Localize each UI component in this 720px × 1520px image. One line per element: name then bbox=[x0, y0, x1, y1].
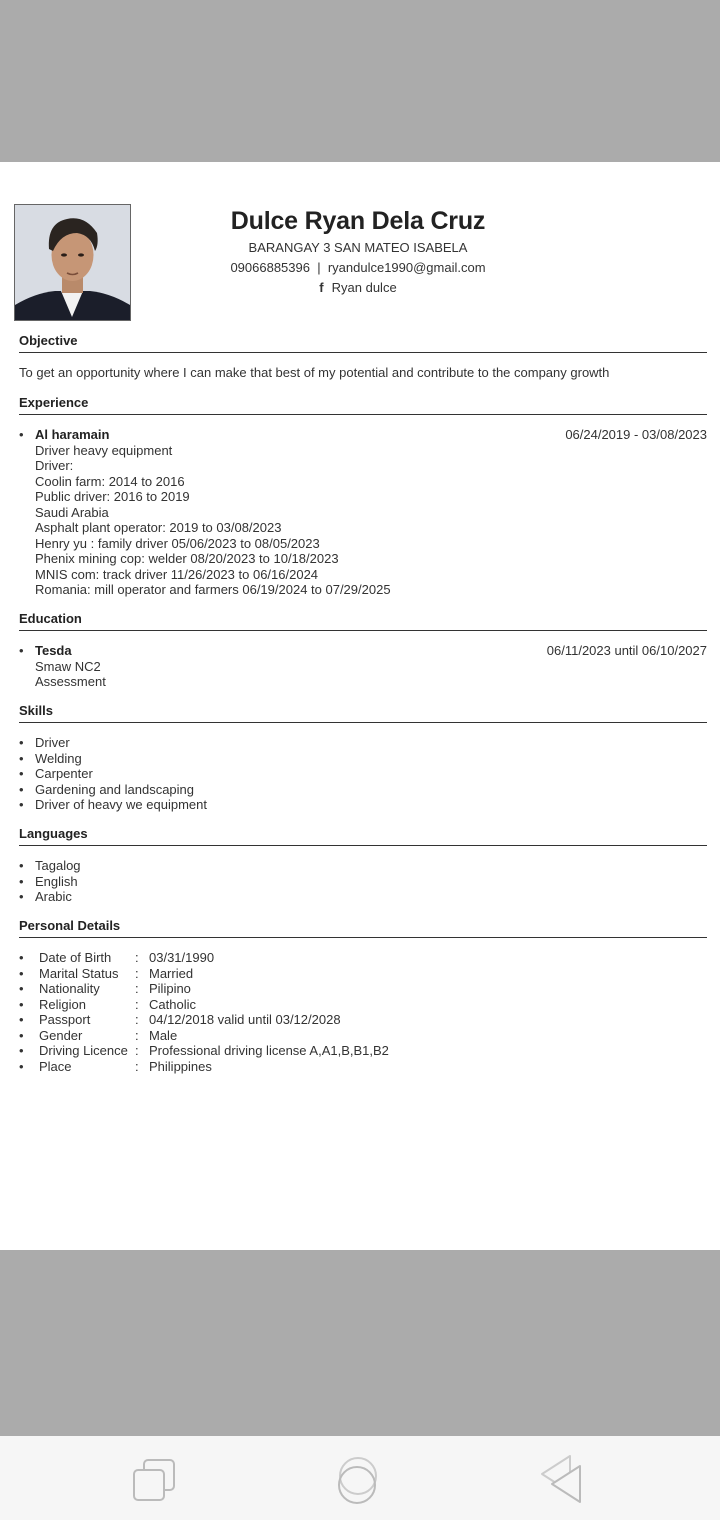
objective-section bbox=[19, 332, 707, 381]
facebook-line[interactable] bbox=[150, 278, 566, 298]
section-title: Languages bbox=[19, 825, 707, 846]
detail-value: Married bbox=[149, 965, 194, 981]
experience-line: Public driver: 2016 to 2019 bbox=[35, 489, 190, 504]
detail-colon: : bbox=[135, 1027, 139, 1043]
detail-colon: : bbox=[135, 1043, 139, 1058]
detail-label: Religion bbox=[39, 996, 86, 1012]
detail-label: Place bbox=[39, 1058, 72, 1074]
detail-value: 04/12/2018 valid until 03/12/2028 bbox=[149, 1012, 341, 1027]
home-icon[interactable] bbox=[328, 1452, 388, 1506]
language-item: • Arabic bbox=[19, 889, 707, 905]
bottom-gray-area bbox=[0, 1250, 720, 1436]
language-item: • Tagalog bbox=[19, 858, 707, 874]
address: BARANGAY 3 SAN MATEO ISABELA bbox=[248, 240, 468, 255]
personal-detail-row bbox=[19, 997, 707, 1013]
detail-colon: : bbox=[135, 981, 139, 996]
contact-line bbox=[150, 258, 566, 278]
personal-detail-row bbox=[19, 966, 707, 982]
personal-detail-row bbox=[19, 1059, 707, 1075]
experience-line: Driver heavy equipment bbox=[35, 442, 173, 458]
detail-colon: : bbox=[135, 950, 139, 965]
experience-line: Saudi Arabia bbox=[35, 504, 109, 520]
experience-line: Coolin farm: 2014 to 2016 bbox=[35, 473, 185, 489]
system-nav-bar bbox=[0, 1436, 720, 1520]
back-icon[interactable] bbox=[532, 1452, 592, 1506]
languages-list bbox=[19, 858, 707, 905]
detail-label: Passport bbox=[39, 1012, 91, 1027]
experience-line: Asphalt plant operator: 2019 to 03/08/2023 bbox=[35, 520, 282, 535]
section-title: Personal Details bbox=[19, 917, 707, 938]
personal-detail-row bbox=[19, 950, 707, 966]
bullet: • bbox=[19, 427, 24, 442]
objective-text: To get an opportunity where I can make that best of my potential and contribute to the company growth bbox=[19, 365, 610, 380]
section-title: Experience bbox=[19, 394, 707, 415]
detail-colon: : bbox=[135, 1058, 139, 1074]
skill-item: • Welding bbox=[19, 751, 707, 767]
skill-item: • Carpenter bbox=[19, 766, 707, 782]
section-title: Objective bbox=[19, 332, 707, 353]
detail-label: Gender bbox=[39, 1027, 83, 1043]
detail-value: Male bbox=[149, 1027, 178, 1043]
skill-item: • Driver of heavy we equipment bbox=[19, 797, 707, 813]
detail-label: Driving Licence bbox=[39, 1043, 128, 1058]
facebook-name: Ryan dulce bbox=[331, 280, 397, 295]
detail-value: 03/31/1990 bbox=[149, 950, 215, 965]
education-entry bbox=[19, 643, 707, 690]
personal-detail-row bbox=[19, 1012, 707, 1028]
company-name: Al haramain bbox=[35, 427, 110, 442]
detail-colon: : bbox=[135, 1012, 139, 1027]
education-dates: 06/11/2023 until 06/10/2027 bbox=[546, 643, 707, 658]
experience-line: Romania: mill operator and farmers 06/19/2024 to 07/29/2025 bbox=[35, 582, 391, 597]
resume-page[interactable] bbox=[0, 162, 720, 1250]
detail-value: Professional driving license A,A1,B,B1,B2 bbox=[149, 1043, 389, 1058]
bullet: • bbox=[19, 643, 24, 658]
applicant-name: Dulce Ryan Dela Cruz bbox=[230, 207, 486, 235]
skills-list bbox=[19, 735, 707, 813]
phone[interactable]: 09066885396 bbox=[230, 260, 310, 275]
detail-label: Nationality bbox=[39, 981, 100, 996]
skill-item: • Driver bbox=[19, 735, 707, 751]
personal-detail-row bbox=[19, 1028, 707, 1044]
experience-line: Driver: bbox=[35, 458, 74, 473]
personal-detail-row bbox=[19, 1043, 707, 1059]
experience-line: MNIS com: track driver 11/26/2023 to 06/16/2024 bbox=[35, 566, 319, 582]
skill-item: • Gardening and landscaping bbox=[19, 782, 707, 798]
top-gray-area bbox=[0, 0, 720, 162]
personal-details-section bbox=[19, 917, 707, 1074]
experience-line: Phenix mining cop: welder 08/20/2023 to 10/18/2023 bbox=[35, 551, 339, 566]
detail-colon: : bbox=[135, 996, 139, 1012]
experience-section bbox=[19, 394, 707, 598]
education-line: Smaw NC2 bbox=[35, 658, 101, 674]
recent-apps-icon[interactable] bbox=[126, 1452, 186, 1506]
facebook-icon: f bbox=[319, 280, 324, 295]
languages-section bbox=[19, 825, 707, 905]
profile-photo bbox=[14, 204, 131, 321]
section-title: Education bbox=[19, 610, 707, 631]
education-section bbox=[19, 610, 707, 690]
detail-label: Marital Status bbox=[39, 965, 119, 981]
contact-separator: | bbox=[317, 260, 321, 275]
experience-dates: 06/24/2019 - 03/08/2023 bbox=[565, 427, 707, 442]
education-line: Assessment bbox=[35, 674, 106, 689]
personal-detail-row bbox=[19, 981, 707, 997]
detail-colon: : bbox=[135, 965, 139, 981]
detail-value: Pilipino bbox=[149, 981, 191, 996]
experience-line: Henry yu : family driver 05/06/2023 to 08/05/2023 bbox=[35, 535, 320, 551]
experience-entry bbox=[19, 427, 707, 598]
section-title: Skills bbox=[19, 702, 707, 723]
resume-header bbox=[150, 204, 566, 298]
school-name: Tesda bbox=[35, 643, 72, 658]
personal-details-list bbox=[19, 950, 707, 1074]
email[interactable]: ryandulce1990@gmail.com bbox=[327, 260, 486, 275]
detail-label: Date of Birth bbox=[39, 950, 112, 965]
language-item: • English bbox=[19, 874, 707, 890]
detail-value: Catholic bbox=[149, 996, 196, 1012]
skills-section bbox=[19, 702, 707, 813]
detail-value: Philippines bbox=[149, 1058, 212, 1074]
